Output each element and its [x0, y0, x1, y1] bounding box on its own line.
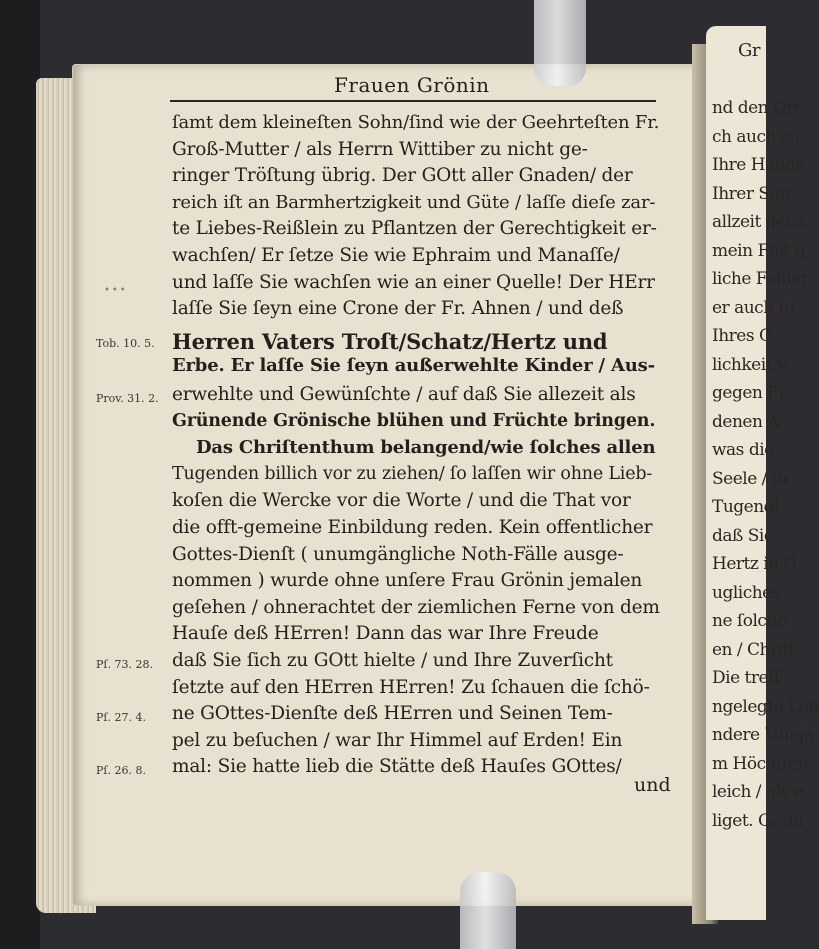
- scanner-backdrop: [0, 0, 40, 949]
- text-line: daß Sie ſich zu GOtt hielte / und Ihre Zuverſicht: [172, 650, 613, 671]
- catchword: und: [634, 774, 671, 796]
- text-line: Grünende Grönische blühen und Früchte bringen.: [172, 410, 656, 431]
- text-line: Erbe. Er laſſe Sie ſeyn außerwehlte Kinder / Aus-: [172, 355, 655, 377]
- opposite-text-line: Seele / ſo: [712, 468, 788, 489]
- margin-reference: Pſ. 73. 28.: [96, 658, 153, 671]
- text-line: ſetzte auf den HErren HErren! Zu ſchauen die ſchö-: [172, 676, 650, 698]
- text-line: wachſen/ Er ſetze Sie wie Ephraim und Manaſſe/: [172, 245, 620, 266]
- opposite-text-line: nd den Ort: [712, 98, 801, 118]
- opposite-text-line: Hertz in G: [712, 554, 797, 574]
- margin-reference: Tob. 10. 5.: [96, 336, 155, 350]
- margin-reference: Pſ. 27. 4.: [96, 711, 146, 725]
- opposite-text-line: ne ſolche: [712, 611, 787, 631]
- text-line: mal: Sie hatte lieb die Stätte deß Hauſes GOttes/: [172, 756, 622, 778]
- opposite-text-line: mein Fuß g: [712, 240, 806, 261]
- opposite-text-line: m Höchſten: [712, 753, 809, 774]
- opposite-text-line: was die: [712, 440, 774, 460]
- opposite-text-line: daß Sie: [712, 525, 774, 546]
- opposite-text-line: gegen Fr: [712, 383, 787, 403]
- text-line: Groß-Mutter / als Herrn Wittiber zu nicht ge-: [172, 138, 588, 160]
- header-rule: [170, 100, 656, 102]
- opposite-header: Gr: [738, 40, 760, 61]
- opposite-text-line: leich / als e: [712, 782, 804, 802]
- margin-reference: Prov. 31. 2.: [96, 392, 159, 405]
- text-line: Das Chriſtenthum belangend/wie ſolches allen: [196, 437, 656, 459]
- text-line: ringer Tröſtung übrig. Der GOtt aller Gnaden/ der: [172, 165, 633, 187]
- text-line: reich iſt an Barmhertzigkeit und Güte / laſſe dieſe zar-: [172, 191, 656, 213]
- opposite-text-line: ch auch zu: [712, 126, 800, 147]
- text-line: nommen ) wurde ohne unſere Frau Grönin jemalen: [172, 570, 643, 592]
- opposite-text-line: allzeit gena: [712, 212, 806, 232]
- text-line: te Liebes-Reißlein zu Pflantzen der Gerechtigkeit er-: [172, 218, 657, 240]
- page-clip-top: [534, 0, 586, 86]
- text-line: laſſe Sie ſeyn eine Crone der Fr. Ahnen / und deß: [172, 298, 624, 320]
- opposite-page: [706, 26, 819, 920]
- opposite-text-line: Tugendl: [712, 497, 779, 517]
- text-line: ne GOttes-Dienſte deß HErren und Seinen Tem-: [172, 703, 613, 725]
- opposite-text-line: ndere Umgä: [712, 725, 814, 745]
- opposite-text-line: Die treſſ: [712, 668, 780, 688]
- book-page: [72, 64, 716, 906]
- opposite-text-line: Ihrer Sün: [712, 183, 791, 204]
- running-header: Frauen Grönin: [334, 73, 490, 97]
- text-line: Tugenden billich vor zu ziehen/ ſo laſſen wir ohne Lieb-: [172, 463, 653, 484]
- opposite-text-line: er auch ſo: [712, 297, 795, 318]
- opposite-text-line: lichkeit w: [712, 354, 791, 375]
- text-line: die offt-gemeine Einbildung reden. Kein offentlicher: [172, 517, 653, 538]
- text-line: erwehlte und Gewünſchte / auf daß Sie allezeit als: [172, 384, 636, 405]
- text-line: koſen die Wercke vor die Worte / und die That vor: [172, 490, 631, 512]
- margin-reference: Pſ. 26. 8.: [96, 764, 146, 778]
- text-line: ſamt dem kleineſten Sohn/ſind wie der Geehrteſten Fr.: [172, 112, 660, 133]
- opposite-text-line: liget. Gerin: [712, 810, 804, 831]
- opposite-text-line: en / Chriſt: [712, 639, 795, 660]
- text-line: Herren Vaters Troſt/Schatz/Hertz und: [172, 328, 608, 354]
- page-clip-bottom: [460, 872, 516, 949]
- margin-ornament: •••: [104, 285, 128, 296]
- opposite-text-line: ugliches: [712, 582, 780, 603]
- text-line: geſehen / ohnerachtet der ziemlichen Ferne von dem: [172, 596, 660, 618]
- text-line: und laſſe Sie wachſen wie an einer Quelle! Der HErr: [172, 271, 655, 293]
- opposite-text-line: denen A: [712, 411, 780, 432]
- opposite-text-line: Ihre Hände: [712, 155, 806, 175]
- opposite-text-line: Ihres C: [712, 326, 772, 346]
- opposite-text-line: liche Fehler: [712, 269, 809, 289]
- text-line: Gottes-Dienſt ( unumgängliche Noth-Fälle ausge-: [172, 543, 624, 565]
- opposite-text-line: ngelegte Leb: [712, 696, 819, 717]
- text-line: pel zu beſuchen / war Ihr Himmel auf Erden! Ein: [172, 729, 623, 751]
- text-line: Hauſe deß HErren! Dann das war Ihre Freude: [172, 623, 599, 645]
